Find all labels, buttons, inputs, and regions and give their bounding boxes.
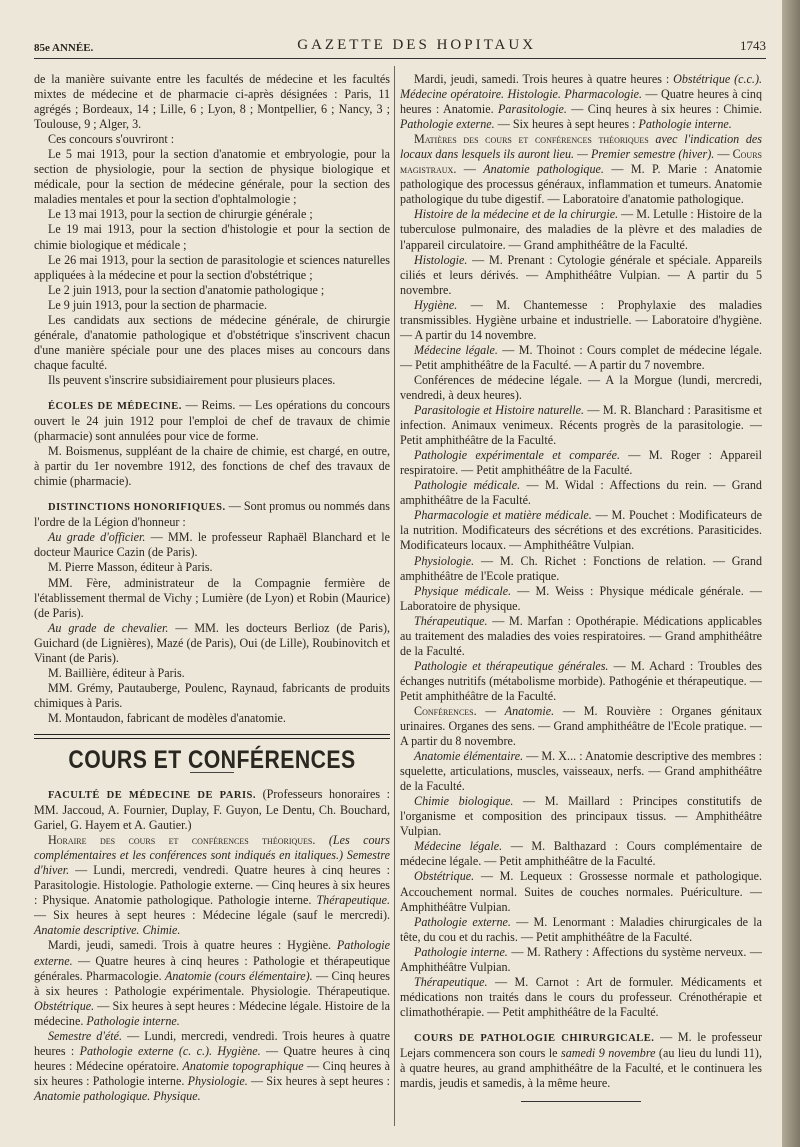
course-entry — [400, 373, 762, 403]
course-entry — [400, 869, 762, 914]
pathologie-paragraph: COURS DE PATHOLOGIE CHIRURGICALE. — M. le professeur Lejars commencera son cours le samedi 9 novembre (au lieu du lundi 11), à quatre heures, au grand amphithéâtre de la Faculté, et le continuera les mardis, jeudis et samedis, à la même heure. — [400, 1029, 762, 1091]
paragraph: Au grade de chevalier. — MM. les docteurs Berlioz (de Paris), Guichard (de Lignières), Mazé (de Paris), Oui (de Lille), Roubinovitch et Vinant (de Paris). — [34, 620, 391, 665]
course-entry — [400, 508, 762, 553]
course-entry — [400, 975, 762, 1020]
faculte-paragraph: FACULTÉ DE MÉDECINE DE PARIS. (Professeurs honoraires : MM. Jaccoud, A. Fournier, Duplay, F. Guyon, Le Dentu, Ch. Bouchard, Gariel, G. Hayem et A. Gautier.) — [34, 787, 390, 833]
paragraph: M. Boismenus, suppléant de la chaire de chimie, est chargé, en outre, à partir du 1er novembre 1912, des fonctions de chef des travaux de chimie (pharmacie). — [34, 444, 390, 489]
paragraph: Le 2 juin 1913, pour la section d'anatomie pathologique ; — [48, 282, 325, 297]
page-number: 1743 — [740, 38, 766, 53]
course-label: Pathologie interne. — [414, 944, 508, 959]
course-label: Physiologie. — [414, 553, 475, 568]
course-entry — [400, 403, 762, 448]
course-label: Pathologie et thérapeutique générales. — [414, 658, 609, 673]
paragraph: Les candidats aux sections de médecine générale, de chirurgie générale, d'anatomie pathologique et d'obstétrique s'inscrivent chacun d'une manière spéciale pour une des places mises au concours dans chaque faculté. — [34, 312, 390, 372]
paragraph: Semestre d'été. — Lundi, mercredi, vendredi. Trois heures à quatre heures : Pathologie externe (c. c.). Hygiène. — Quatre heures à cinq heures : Médecine opératoire. Anatomie topographique — Cinq heures à six heures : Pathologie interne. Physiologie. — Six heures à sept heures : Anatomie pathologique. Physique. — [34, 1028, 391, 1103]
course-entry — [400, 554, 762, 584]
list-item: M. Baillière, éditeur à Paris. — [48, 665, 185, 680]
course-entry — [400, 749, 762, 794]
course-entry — [400, 207, 762, 252]
course-text: — M. Thoinot : Cours complet de médecine légale. — Petit amphithéâtre de la Faculté. — A partir du 7 novembre. — [400, 342, 762, 372]
course-text: — M. Ch. Richet : Fonctions de relation. — Grand amphithéâtre de l'Ecole pratique. — [400, 553, 762, 583]
course-label: Histologie. — [414, 252, 468, 267]
course-label: Médecine légale. — [414, 839, 503, 854]
course-text: — M. R. Blanchard : Parasitisme et infection. Animaux venimeux. Récents progrès de la parasitologie. — Petit amphithéâtre de la Faculté. — [400, 403, 762, 448]
distinctions-paragraph: DISTINCTIONS HONORIFIQUES. — Sont promus ou nommés dans l'ordre de la Légion d'honneur : — [34, 499, 390, 530]
course-text: — M. Widal : Affections du rein. — Grand amphithéâtre de la Faculté. — [400, 478, 762, 508]
matieres-paragraph: Matières des cours et conférences théoriques avec l'indication des locaux dans lesquels ils auront lieu. — Premier semestre (hiver). — Cours magistraux. — Anatomie pathologique. — M. P. Marie : Anatomie pathologique des processus généraux, inflammation et tumeurs. Anatomie pathologique du tube digestif. — Laboratoire d'anatomie pathologique. — [400, 132, 762, 207]
journal-title: GAZETTE DES HOPITAUX — [297, 37, 537, 53]
course-list — [400, 207, 762, 704]
course-text: — M. Achard : Troubles des échanges nutritifs (métabolisme morbide). Pathogénie et thérapeutique. — Petit amphithéâtre de la Faculté. — [400, 658, 762, 703]
paragraph: Ils peuvent s'inscrire subsidiairement pour plusieurs places. — [48, 372, 336, 387]
paragraph: Mardi, jeudi, samedi. Trois à quatre heures : Hygiène. Pathologie externe. — Quatre heures à cinq heures : Pathologie et thérapeutique générales. Pharmacologie. Anatomie (cours élémentaire). — Cinq heures à six heures : Pathologie expérimentale. Physiologie. Thérapeutique. Obstétrique. — Six heures à sept heures : Médecine légale. Histoire de la médecine. Pathologie interne. — [34, 938, 390, 1028]
course-text: Conférences de médecine légale. — A la Morgue (lundi, mercredi, vendredi, à deux heures). — [400, 372, 762, 402]
ecoles-paragraph: ÉCOLES DE MÉDECINE. — Reims. — Les opérations du concours ouvert le 24 juin 1912 pour l'emploi de chef de travaux de chimie (pharmacie) sont annulées pour vice de forme. — [34, 397, 390, 444]
course-label: Physique médicale. — [414, 583, 512, 598]
course-entry — [400, 839, 762, 869]
course-label: Pathologie externe. — [414, 914, 511, 929]
course-label: Chimie biologique. — [414, 794, 514, 809]
paragraph: Mardi, jeudi, samedi. Trois heures à quatre heures : Obstétrique (c.c.). Médecine opératoire. Histologie. Pharmacologie. — Quatre heures à cinq heures : Anatomie. Parasitologie. — Cinq heures à six heures : Chimie. Pathologie externe. — Six heures à sept heures : Pathologie interne. — [400, 72, 762, 132]
course-label: Pharmacologie et matière médicale. — [414, 508, 592, 523]
course-entry — [400, 343, 762, 373]
list-item: M. Pierre Masson, éditeur à Paris. — [48, 560, 213, 575]
volume-year: 85e ANNÉE. — [34, 42, 94, 54]
list-item: MM. Grémy, Pautauberge, Poulenc, Raynaud, fabricants de produits chimiques à Paris. — [34, 680, 390, 710]
course-label: Hygiène. — [414, 297, 458, 312]
course-entry — [400, 945, 762, 975]
course-text: — M. Maillard : Principes constitutifs de l'organisme et composition des principaux tissus. — Amphithéâtre Vulpian. — [400, 794, 762, 839]
horaire-paragraph: Horaire des cours et conférences théoriques. (Les cours complémentaires et les conférences sont indiqués en italiques.) Semestre d'hiver. — Lundi, mercredi, vendredi. Quatre heures à cinq heures : Parasitologie. Histologie. Pathologie externe. — Cinq heures à six heures : Physique. Anatomie pathologique. Pathologie interne. Thérapeutique. — Six heures à sept heures : Médecine légale (sauf le mercredi). Anatomie descriptive. Chimie. — [34, 833, 391, 938]
course-label: Pathologie médicale. — [414, 478, 521, 493]
course-text: — M. X... : Anatomie descriptive des membres : squelette, articulations, muscles, vaisseaux, nerfs. — Grand amphithéâtre de la Faculté. — [400, 749, 762, 794]
course-entry — [400, 659, 762, 704]
conferences-paragraph: Conférences. — Anatomie. — M. Rouvière : Organes génitaux urinaires. Organes des sens. — Grand amphithéâtre de l'Ecole pratique. — A partir du 8 novembre. — [400, 703, 762, 749]
paragraph: Le 26 mai 1913, pour la section de parasitologie et sciences naturelles appliquées à la médecine et pour la section d'obstétrique ; — [34, 252, 390, 282]
list-item: M. Montaudon, fabricant de modèles d'anatomie. — [48, 710, 286, 725]
section-rule — [34, 734, 390, 739]
right-column — [400, 72, 762, 1102]
course-text: — M. Weiss : Physique médicale générale. — Laboratoire de physique. — [400, 583, 762, 613]
course-text: — M. Marfan : Opothérapie. Médications applicables au traitement des maladies des voies respiratoires. — Grand amphithéâtre de la Faculté. — [400, 613, 762, 658]
course-entry — [400, 584, 762, 614]
page-header — [34, 26, 766, 54]
course-entry — [400, 915, 762, 945]
paragraph: Le 13 mai 1913, pour la section de chirurgie générale ; — [48, 207, 313, 222]
paragraph: Le 9 juin 1913, pour la section de pharmacie. — [48, 297, 267, 312]
paragraph: Ces concours s'ouvriront : — [48, 132, 175, 147]
course-text: — M. Balthazard : Cours complémentaire de médecine légale. — Petit amphithéâtre de la Faculté. — [400, 839, 762, 869]
course-entry — [400, 478, 762, 508]
course-entry — [400, 448, 762, 478]
paragraph: de la manière suivante entre les facultés de médecine et les facultés mixtes de médecine et de pharmacie ci-après désignées : Paris, 11 agrégés ; Bordeaux, 14 ; Lille, 6 ; Lyon, 8 ; Montpellier, 6 ; Nancy, 3 ; Toulouse, 9 ; Alger, 3. — [34, 72, 390, 132]
header-rule — [34, 58, 766, 59]
course-label: Pathologie expérimentale et comparée. — [414, 448, 620, 463]
course-label: Parasitologie et Histoire naturelle. — [414, 403, 585, 418]
course-label: Anatomie élémentaire. — [414, 749, 524, 764]
book-spine-edge — [782, 0, 800, 1147]
distinctions-heading: DISTINCTIONS HONORIFIQUES. — [48, 502, 226, 514]
course-label: Thérapeutique. — [414, 613, 488, 628]
course-label: Médecine légale. — [414, 342, 498, 357]
course-text: — M. Carnot : Art de formuler. Médicaments et médications non traités dans le cours du professeur. Crénothérapie et climathothérapie. — Petit amphithéâtre de la Faculté. — [400, 974, 762, 1019]
end-rule — [521, 1101, 641, 1102]
conference-list — [400, 749, 762, 1020]
section-title: COURS ET CONFÉRENCES — [68, 745, 356, 774]
list-item: MM. Fère, administrateur de la Compagnie fermière de l'établissement thermal de Vichy ; Lumière (de Lyon) et Robin (Maurice) (de Paris). — [34, 575, 390, 620]
column-divider — [394, 66, 395, 1126]
course-text: — M. Prenant : Cytologie générale et spéciale. Appareils ciliés et leurs dérivés. — Amphithéâtre Vulpian. — A partir du 5 novembre. — [400, 252, 762, 297]
course-text: — M. Rathery : Affections du système nerveux. — Amphithéâtre Vulpian. — [400, 944, 762, 974]
course-text: — M. Lequeux : Grossesse normale et pathologique. Accouchement normal. Suites de couches normales. Puériculture. — Amphithéâtre Vulpian. — [400, 869, 762, 914]
paragraph: Le 5 mai 1913, pour la section d'anatomie et embryologie, pour la section de physiologie, pour la section de physique biologique et médicale, pour la section de médecine générale, pour la section des maladies mentales et pour la section d'ophtalmologie ; — [34, 147, 390, 207]
left-column — [34, 72, 390, 1104]
course-text: — M. Pouchet : Modificateurs de la nutrition. Modificateurs des sécrétions et des excrétions. Parasiticides. Modificateurs locaux. — Amphithéâtre Vulpian. — [400, 508, 762, 553]
ecoles-heading: ÉCOLES DE MÉDECINE. — [48, 400, 182, 412]
course-text: — M. Letulle : Histoire de la tuberculose pulmonaire, des maladies de la plèvre et des maladies de l'appareil circulatoire. — Grand amphithéâtre de la Faculté. — [400, 207, 762, 252]
course-entry — [400, 298, 762, 343]
course-text: — M. Chantemesse : Prophylaxie des maladies transmissibles. Hygiène urbaine et industrielle. — Laboratoire d'hygiène. — A partir du 14 novembre. — [400, 297, 762, 342]
course-entry — [400, 253, 762, 298]
paragraph: Le 19 mai 1913, pour la section d'histologie et pour la section de chimie biologique et médicale ; — [34, 222, 390, 252]
course-text: — M. Roger : Appareil respiratoire. — Petit amphithéâtre de la Faculté. — [400, 448, 762, 478]
course-text: — M. Lenormant : Maladies chirurgicales de la tête, du cou et du rachis. — Petit amphithéâtre de la Faculté. — [400, 914, 762, 944]
paragraph: Au grade d'officier. — MM. le professeur Raphaël Blanchard et le docteur Maurice Cazin (de Paris). — [34, 530, 390, 560]
course-label: Obstétrique. — [414, 869, 475, 884]
course-entry — [400, 794, 762, 839]
course-label: Histoire de la médecine et de la chirurgie. — [414, 207, 619, 222]
course-entry — [400, 614, 762, 659]
course-label: Thérapeutique. — [414, 974, 488, 989]
